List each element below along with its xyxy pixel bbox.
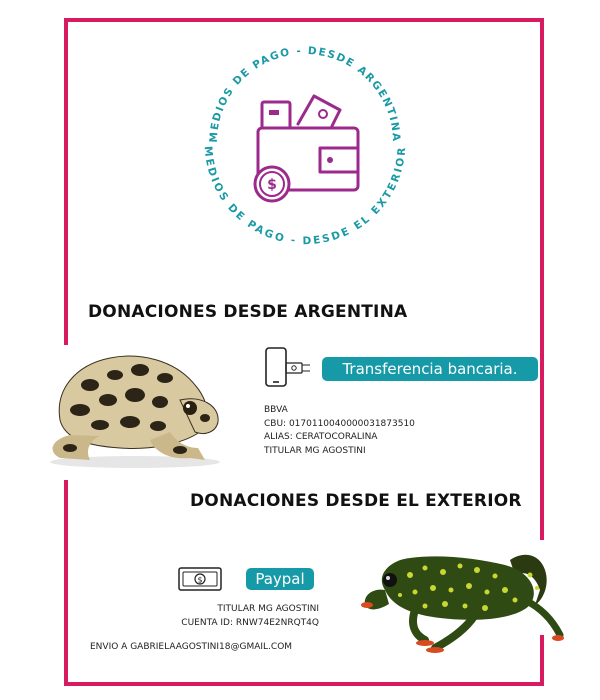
argentina-bank-details — [264, 404, 415, 458]
paypal-label: Paypal — [246, 568, 314, 590]
exterior-heading: DONACIONES DESDE EL EXTERIOR — [190, 491, 522, 511]
exterior-paypal-details — [59, 603, 319, 630]
bank-transfer-label: Transferencia bancaria. — [322, 357, 538, 381]
bank-name: BBVA — [264, 405, 288, 415]
badge-top-text: MEDIOS DE PAGO - DESDE ARGENTINA — [207, 44, 403, 143]
bank-holder: TITULAR MG AGOSTINI — [264, 445, 366, 456]
paypal-holder: TITULAR MG AGOSTINI — [217, 604, 319, 614]
svg-text:$: $ — [197, 575, 203, 585]
badge-bottom-text: MEDIOS DE PAGO - DESDE EL EXTERIOR — [201, 145, 409, 248]
bank-alias: ALIAS: CERATOCORALINA — [264, 432, 378, 442]
wallet-icon — [255, 96, 358, 201]
green-spotted-frog-image — [355, 540, 565, 660]
argentina-heading: DONACIONES DESDE ARGENTINA — [88, 302, 408, 322]
payment-methods-badge — [190, 22, 420, 262]
phone-transfer-icon — [262, 347, 314, 389]
svg-text:$: $ — [267, 177, 277, 193]
spotted-frog-image — [30, 340, 230, 470]
paypal-email: ENVIO A GABRIELAAGOSTINI18@GMAIL.COM — [90, 642, 293, 652]
paypal-account: CUENTA ID: RNW74E2NRQT4Q — [181, 617, 319, 628]
cash-bill-icon — [178, 565, 224, 593]
bank-cbu: CBU: 0170110040000031873510 — [264, 418, 415, 429]
